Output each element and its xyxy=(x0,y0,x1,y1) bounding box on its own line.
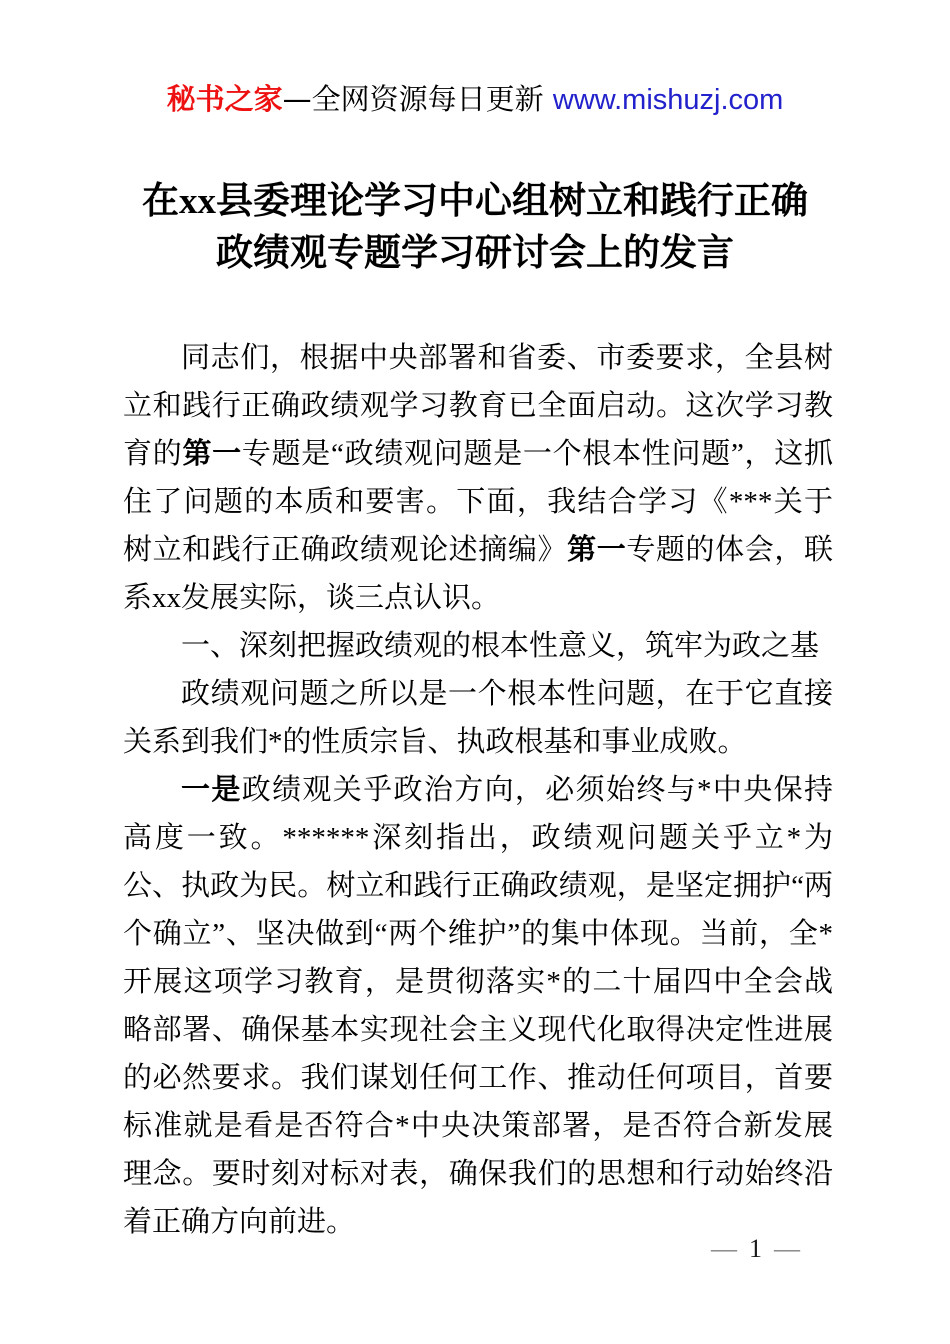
text-segment: 第一 xyxy=(182,438,242,470)
document-body xyxy=(123,334,833,1246)
paragraph xyxy=(123,766,833,1246)
document-title xyxy=(60,176,890,280)
section-heading xyxy=(123,622,833,670)
footer-left-dash: — xyxy=(711,1234,737,1263)
document-title-line1: 在xx县委理论学习中心组树立和践行正确 xyxy=(142,181,808,222)
footer-right-dash: — xyxy=(774,1234,800,1263)
text-segment: 一是 xyxy=(181,774,242,806)
site-url-link[interactable]: www.mishuzj.com xyxy=(552,84,784,116)
site-name: 秘书之家 xyxy=(166,82,283,116)
paragraph xyxy=(123,670,833,766)
site-banner xyxy=(0,80,950,119)
text-segment: 政绩观关乎政治方向，必须始终与*中央保持高度一致。******深刻指出，政绩观问题关乎立*为公、执政为民。树立和践行正确政绩观，是坚定拥护“两个确立”、坚决做到“两个维护”的集中体现。当前，全*开展这项学习教育，是贯彻落实*的二十届四中全会战略部署、确保基本实现社会主义现代化取得决定性进展的必然要求。我们谋划任何工作、推动任何项目，首要标准就是看是否符合*中央决策部署，是否符合新发展理念。要时刻对标对表，确保我们的思想和行动始终沿着正确方向前进。 xyxy=(123,774,833,1238)
document-title-line2: 政绩观专题学习研讨会上的发言 xyxy=(216,233,734,274)
text-segment: 一、深刻把握政绩观的根本性意义，筑牢为政之基 xyxy=(181,630,820,662)
page-number: 1 xyxy=(749,1234,762,1263)
paragraph xyxy=(123,334,833,622)
text-segment: 政绩观问题之所以是一个根本性问题，在于它直接关系到我们*的性质宗旨、执政根基和事业成败。 xyxy=(123,678,833,758)
page-number-footer xyxy=(711,1233,800,1265)
text-segment: 第一 xyxy=(567,534,627,566)
text-segment: 同志们，根据中央部署和省委、市委要求，全县树立和践行正确政绩观学习教育已全面启动。这次学习教育的 xyxy=(123,342,833,470)
text-segment: 专题是“政绩观问题是一个根本性问题”，这抓住了问题的本质和要害。下面，我结合学习《***关于树立和践行正确政绩观论述摘编》 xyxy=(123,438,833,566)
text-segment: 专题的体会，联系xx发展实际，谈三点认识。 xyxy=(123,534,833,614)
site-tagline: —全网资源每日更新 xyxy=(282,82,553,116)
